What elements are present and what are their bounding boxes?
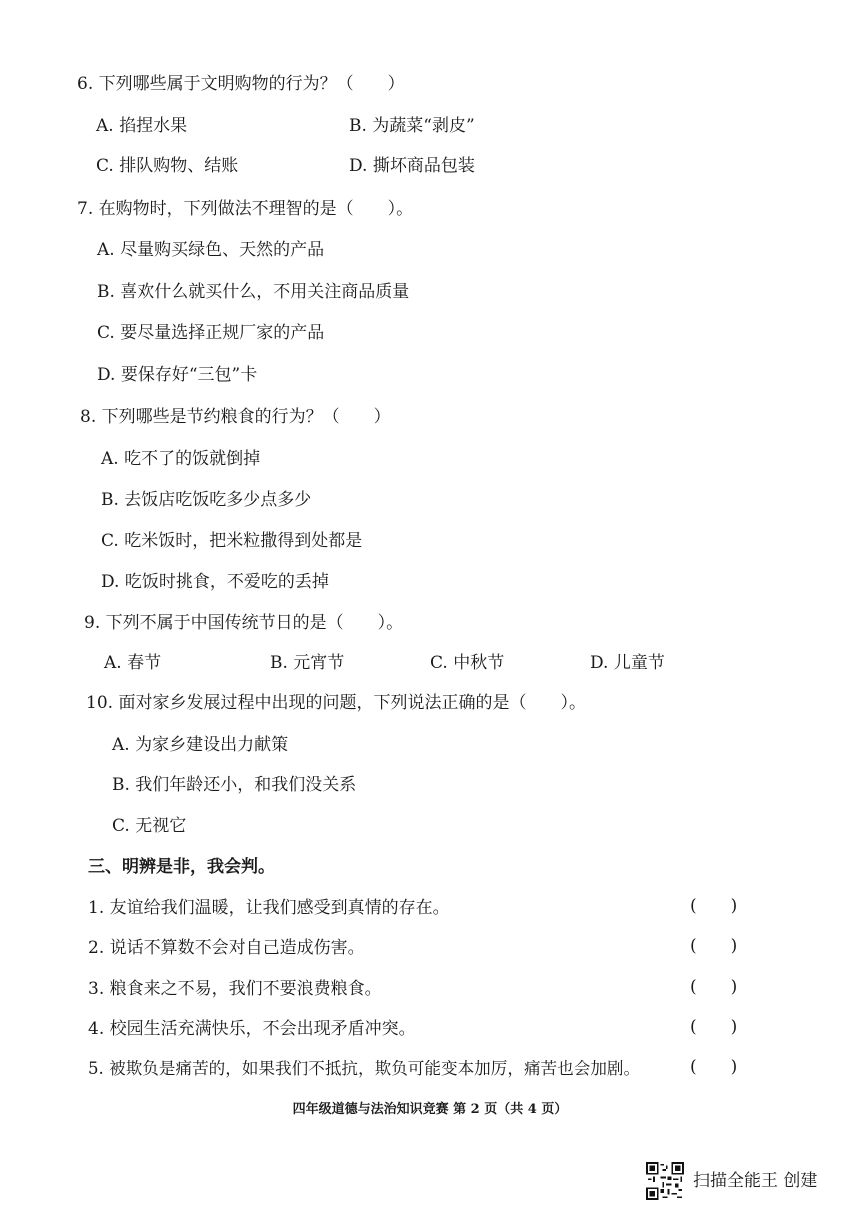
q9-stem: 9. 下列不属于中国传统节日的是（ ）。 bbox=[84, 613, 404, 633]
judge-item-3: 3. 粮食来之不易，我们不要浪费粮食。 bbox=[88, 979, 382, 999]
q6-option-b: B. 为蔬菜“剥皮” bbox=[349, 116, 475, 136]
q6-stem: 6. 下列哪些属于文明购物的行为？（ ） bbox=[77, 74, 405, 94]
section-3-heading: 三、明辨是非，我会判。 bbox=[88, 857, 275, 877]
q10-option-c: C. 无视它 bbox=[112, 816, 187, 836]
q6-option-d: D. 撕坏商品包装 bbox=[349, 156, 475, 176]
answer-blank-2: ( ) bbox=[690, 936, 738, 956]
q8-option-b: B. 去饭店吃饭吃多少点多少 bbox=[101, 490, 312, 510]
q7-option-c: C. 要尽量选择正规厂家的产品 bbox=[97, 323, 325, 343]
q8-stem: 8. 下列哪些是节约粮食的行为？（ ） bbox=[80, 407, 391, 427]
answer-blank-5: ( ) bbox=[690, 1057, 738, 1077]
answer-blank-1: ( ) bbox=[690, 896, 738, 916]
answer-blank-3: ( ) bbox=[690, 977, 738, 997]
q7-option-a: A. 尽量购买绿色、天然的产品 bbox=[97, 240, 325, 260]
judge-item-5: 5. 被欺负是痛苦的，如果我们不抵抗，欺负可能变本加厉，痛苦也会加剧。 bbox=[88, 1059, 641, 1078]
q10-option-b: B. 我们年龄还小，和我们没关系 bbox=[112, 775, 357, 795]
q6-option-c: C. 排队购物、结账 bbox=[96, 156, 239, 176]
watermark-text: 扫描全能王 创建 bbox=[693, 1171, 818, 1191]
judge-item-2: 2. 说话不算数不会对自己造成伤害。 bbox=[88, 938, 365, 958]
q9-option-c: C. 中秋节 bbox=[430, 653, 505, 673]
judge-item-1: 1. 友谊给我们温暖，让我们感受到真情的存在。 bbox=[88, 898, 450, 918]
q6-option-a: A. 掐捏水果 bbox=[96, 116, 188, 136]
q8-option-a: A. 吃不了的饭就倒掉 bbox=[101, 449, 261, 469]
page-footer: 四年级道德与法治知识竞赛 第 2 页（共 4 页） bbox=[292, 1102, 568, 1117]
qr-code-icon bbox=[646, 1162, 684, 1200]
answer-blank-4: ( ) bbox=[690, 1017, 738, 1037]
q10-option-a: A. 为家乡建设出力献策 bbox=[112, 735, 289, 755]
q10-stem: 10. 面对家乡发展过程中出现的问题，下列说法正确的是（ ）。 bbox=[86, 693, 586, 713]
q9-option-a: A. 春节 bbox=[104, 653, 162, 673]
q9-option-b: B. 元宵节 bbox=[270, 653, 345, 673]
q7-option-d: D. 要保存好“三包”卡 bbox=[97, 365, 258, 385]
q7-stem: 7. 在购物时，下列做法不理智的是（ ）。 bbox=[77, 199, 414, 219]
q8-option-d: D. 吃饭时挑食，不爱吃的丢掉 bbox=[101, 572, 329, 592]
q8-option-c: C. 吃米饭时，把米粒撒得到处都是 bbox=[101, 531, 363, 551]
q7-option-b: B. 喜欢什么就买什么，不用关注商品质量 bbox=[97, 282, 410, 302]
judge-item-4: 4. 校园生活充满快乐，不会出现矛盾冲突。 bbox=[88, 1019, 416, 1039]
q9-option-d: D. 儿童节 bbox=[590, 653, 665, 673]
